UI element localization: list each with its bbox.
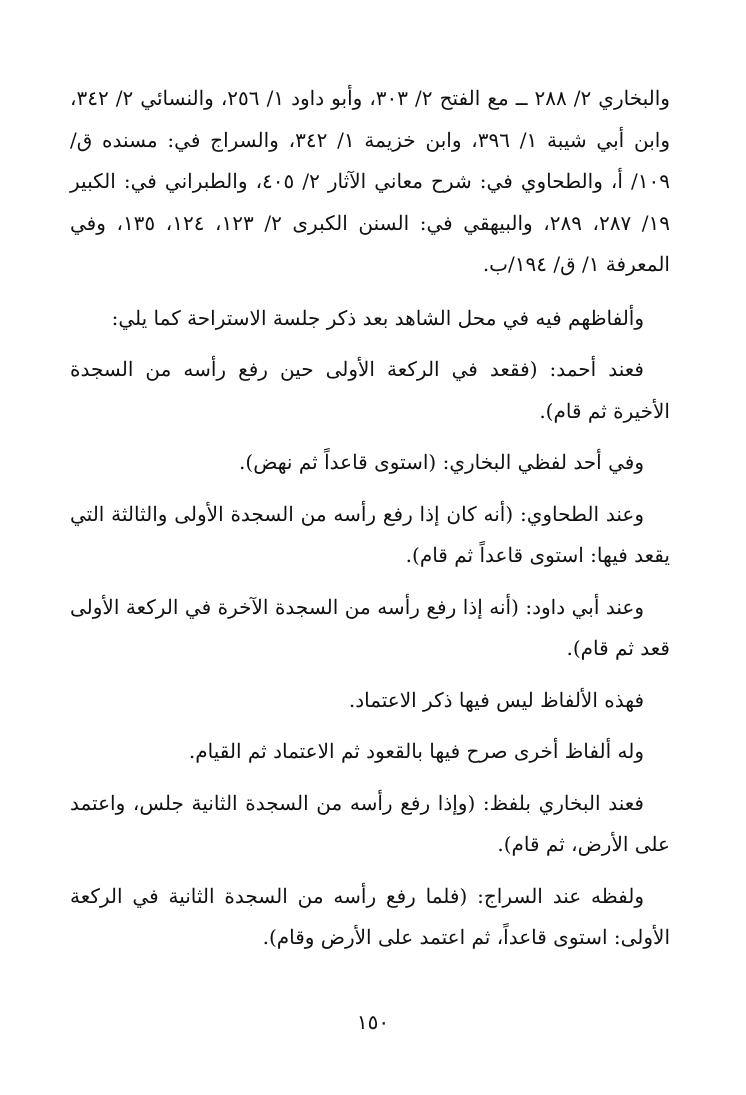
paragraph-intro: وألفاظهم فيه في محل الشاهد بعد ذكر جلسة الاستراحة كما يلي:: [111, 305, 644, 330]
paragraph-abu-dawud: وعند أبي داود: (أنه إذا رفع رأسه من السجدة الآخرة في الركعة الأولى قعد ثم قام).: [70, 594, 670, 660]
paragraph-no-itimad: فهذه الألفاظ ليس فيها ذكر الاعتماد.: [348, 687, 644, 712]
paragraph-bukhari-2: فعند البخاري بلفظ: (وإذا رفع رأسه من السجدة الثانية جلس، واعتمد على الأرض، ثم قام).: [70, 790, 670, 856]
paragraph-bukhari-1: وفي أحد لفظي البخاري: (استوى قاعداً ثم نهض).: [239, 450, 644, 474]
paragraph-other-wordings: وله ألفاظ أخرى صرح فيها بالقعود ثم الاعتماد ثم القيام.: [188, 739, 644, 763]
paragraph-sarraj: ولفظه عند السراج: (فلما رفع رأسه من السجدة الثانية في الركعة الأولى: استوى قاعداً، ثم اعتمد على الأرض وقام).: [70, 883, 670, 949]
paragraph-ahmad: فعند أحمد: (فقعد في الركعة الأولى حين رفع رأسه من السجدة الأخيرة ثم قام).: [70, 357, 670, 423]
page-body: [70, 78, 670, 969]
page-number: ١٥٠: [356, 1010, 390, 1034]
citation-paragraph: والبخاري ٢/ ٢٨٨ ــ مع الفتح ٢/ ٣٠٣، وأبو داود ١/ ٢٥٦، والنسائي ٢/ ٣٤٢، وابن أبي شيبة ١/ ٣٩٦، وابن خزيمة ١/ ٣٤٢، والسراج في: مسنده ق/ ١٠٩/ أ، والطحاوي في: شرح معاني الآثار ٢/ ٤٠٥، والطبراني في: الكبير ١٩/ ٢٨٧، ٢٨٩، والبيهقي في: السنن الكبرى ٢/ ١٢٣، ١٢٤، ١٣٥، وفي المعرفة ١/ ق/ ١٩٤/ب.: [70, 86, 671, 276]
paragraph-tahawi: وعند الطحاوي: (أنه كان إذا رفع رأسه من السجدة الأولى والثالثة التي يقعد فيها: استوى قاعداً ثم قام).: [70, 501, 670, 567]
